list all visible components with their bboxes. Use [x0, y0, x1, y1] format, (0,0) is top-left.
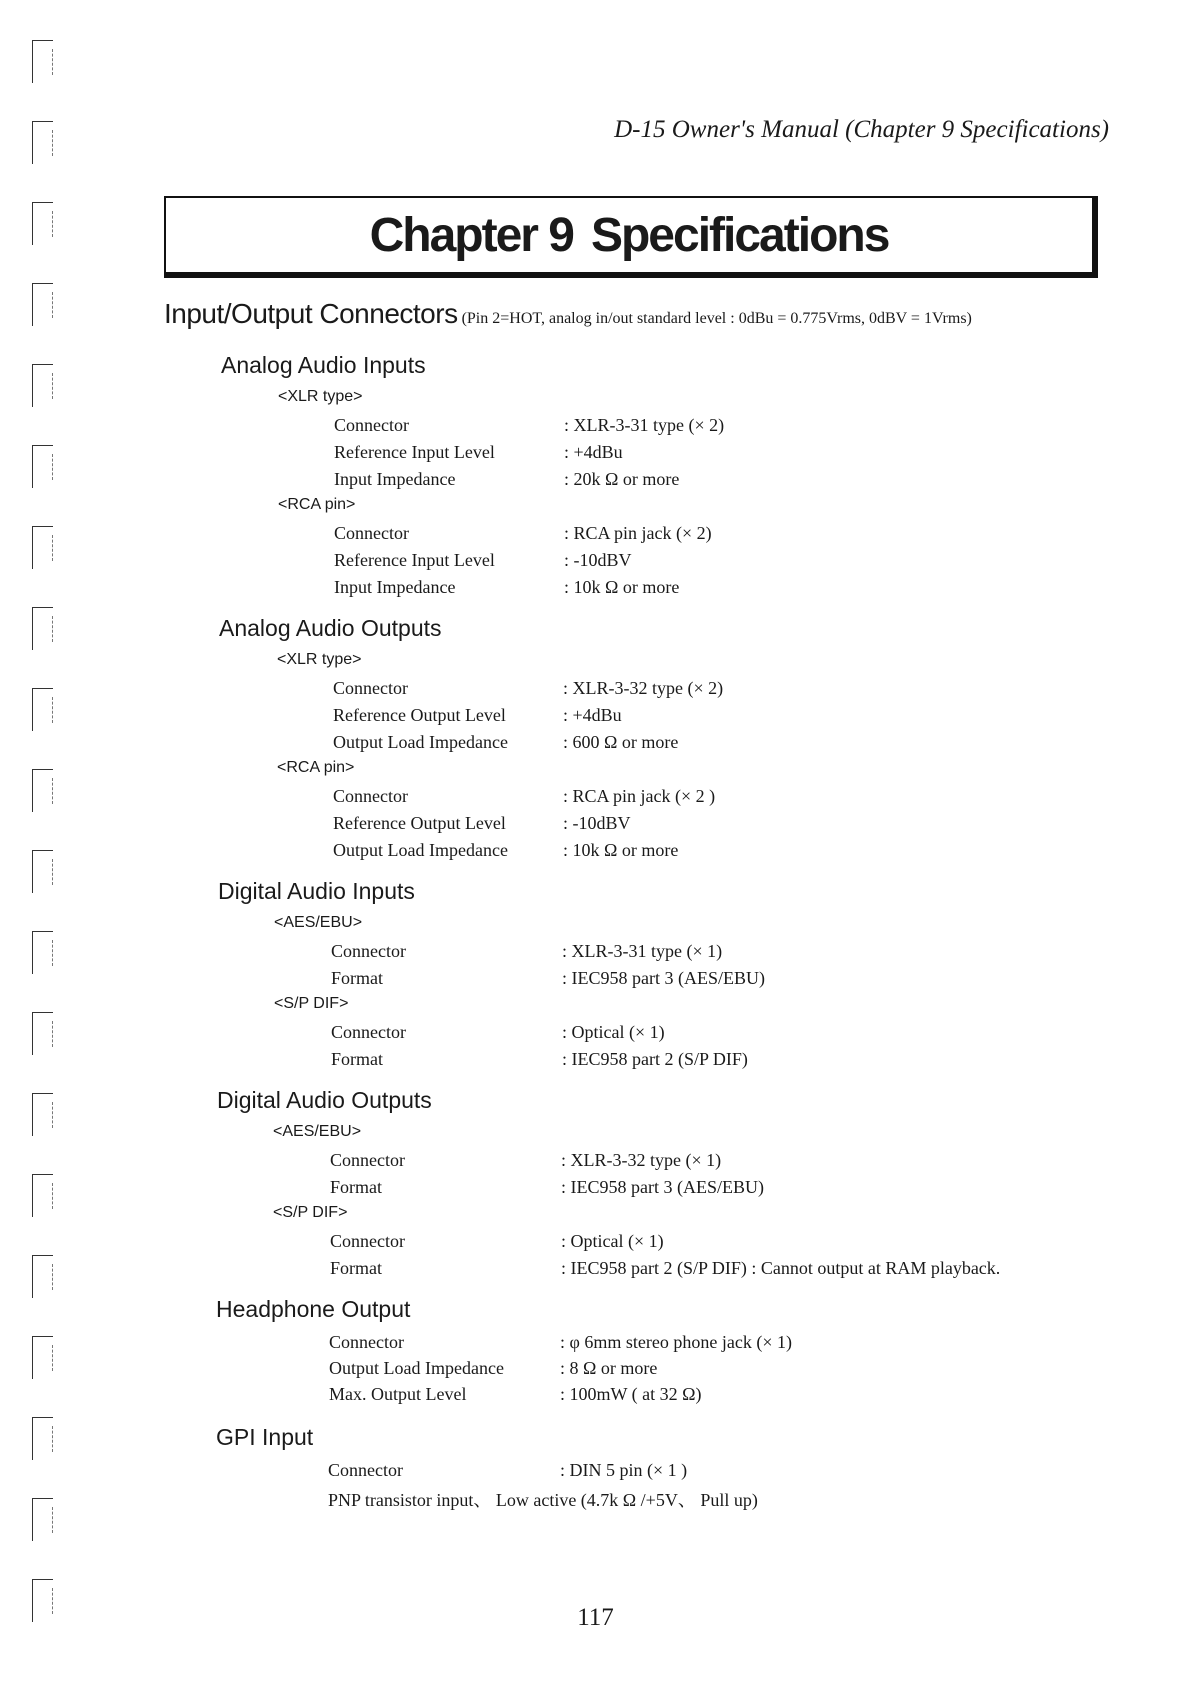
spec-value: : IEC958 part 2 (S/P DIF) — [562, 1049, 748, 1069]
binding-tab-mark — [32, 1498, 53, 1541]
spec-label: Connector — [333, 678, 408, 698]
binding-edge-marks — [28, 40, 68, 1660]
spec-value: : 10k Ω or more — [564, 577, 680, 597]
section-note: (Pin 2=HOT, analog in/out standard level : 0dBu = 0.775Vrms, 0dBV = 1Vrms) — [461, 310, 972, 327]
chapter-title — [370, 208, 889, 263]
binding-tab-mark — [32, 850, 53, 893]
spec-value: : -10dBV — [564, 550, 632, 570]
group-title: <S/P DIF> — [273, 1204, 348, 1221]
spec-label: Format — [330, 1177, 382, 1197]
spec-value: : IEC958 part 3 (AES/EBU) — [562, 968, 765, 988]
spec-value: : XLR-3-32 type (× 2) — [563, 678, 724, 698]
spec-label: Format — [331, 968, 383, 988]
spec-label: Connector — [334, 523, 409, 543]
binding-tab-mark — [32, 40, 53, 83]
binding-tab-mark — [32, 364, 53, 407]
spec-value: : Optical (× 1) — [561, 1231, 664, 1251]
running-header: D-15 Owner's Manual (Chapter 9 Specifications) — [614, 116, 1109, 143]
spec-value: : XLR-3-32 type (× 1) — [561, 1150, 722, 1170]
page-number: 117 — [577, 1604, 614, 1631]
spec-label: Connector — [330, 1231, 405, 1251]
spec-value: : +4dBu — [564, 442, 623, 462]
group-title: <XLR type> — [278, 388, 363, 405]
group-title: <AES/EBU> — [273, 1123, 362, 1140]
spec-value: : 600 Ω or more — [563, 732, 679, 752]
binding-tab-mark — [32, 445, 53, 488]
subsection-title: GPI Input — [216, 1424, 314, 1450]
spec-value: : IEC958 part 2 (S/P DIF) : Cannot output at RAM playback. — [561, 1258, 1001, 1278]
spec-label: Reference Output Level — [333, 813, 506, 833]
spec-label: Connector — [328, 1460, 403, 1480]
spec-value: : 100mW ( at 32 Ω) — [560, 1384, 702, 1404]
spec-value: : RCA pin jack (× 2) — [564, 523, 712, 543]
spec-value: : +4dBu — [563, 705, 622, 725]
spec-value: : -10dBV — [563, 813, 631, 833]
spec-label: Input Impedance — [334, 577, 456, 597]
chapter-name: Specifications — [590, 208, 889, 262]
spec-label: Connector — [331, 1022, 406, 1042]
binding-tab-mark — [32, 931, 53, 974]
binding-tab-mark — [32, 688, 53, 731]
spec-value: : 20k Ω or more — [564, 469, 680, 489]
subsection-title: Headphone Output — [216, 1296, 411, 1322]
group-title: <RCA pin> — [278, 496, 356, 513]
spec-value: : XLR-3-31 type (× 2) — [564, 415, 725, 435]
binding-tab-mark — [32, 769, 53, 812]
spec-label: Connector — [330, 1150, 405, 1170]
spec-label: Max. Output Level — [329, 1384, 467, 1404]
spec-value: : DIN 5 pin (× 1 ) — [560, 1460, 688, 1480]
spec-value: : IEC958 part 3 (AES/EBU) — [561, 1177, 764, 1197]
spec-label: Connector — [329, 1332, 404, 1352]
spec-label: Reference Input Level — [334, 442, 495, 462]
binding-tab-mark — [32, 1012, 53, 1055]
spec-label: Reference Output Level — [333, 705, 506, 725]
gpi-note: PNP transistor input、 Low active (4.7k Ω /+5V、 Pull up) — [328, 1490, 758, 1510]
spec-label: Output Load Impedance — [329, 1358, 504, 1378]
spec-value: : 10k Ω or more — [563, 840, 679, 860]
chapter-number: Chapter 9 — [369, 208, 573, 262]
group-title: <AES/EBU> — [274, 914, 363, 931]
subsection-title: Analog Audio Outputs — [219, 615, 442, 641]
spec-value: : XLR-3-31 type (× 1) — [562, 941, 723, 961]
group-title: <XLR type> — [277, 651, 362, 668]
binding-tab-mark — [32, 1336, 53, 1379]
subsection-title: Digital Audio Inputs — [218, 878, 415, 904]
spec-label: Connector — [331, 941, 406, 961]
spec-label: Reference Input Level — [334, 550, 495, 570]
binding-tab-mark — [32, 121, 53, 164]
spec-value: : Optical (× 1) — [562, 1022, 665, 1042]
group-title: <S/P DIF> — [274, 995, 349, 1012]
subsection-title: Digital Audio Outputs — [217, 1087, 432, 1113]
spec-label: Output Load Impedance — [333, 840, 508, 860]
spec-label: Connector — [334, 415, 409, 435]
binding-tab-mark — [32, 607, 53, 650]
group-title: <RCA pin> — [277, 759, 355, 776]
chapter-title-box — [164, 196, 1098, 278]
binding-tab-mark — [32, 1174, 53, 1217]
binding-tab-mark — [32, 1417, 53, 1460]
spec-value: : φ 6mm stereo phone jack (× 1) — [560, 1332, 792, 1352]
binding-tab-mark — [32, 1093, 53, 1136]
section-heading — [164, 298, 972, 330]
spec-label: Format — [330, 1258, 382, 1278]
binding-tab-mark — [32, 283, 53, 326]
spec-value: : RCA pin jack (× 2 ) — [563, 786, 716, 806]
subsection-title: Analog Audio Inputs — [221, 352, 426, 378]
binding-tab-mark — [32, 202, 53, 245]
spec-label: Output Load Impedance — [333, 732, 508, 752]
binding-tab-mark — [32, 526, 53, 569]
section-title: Input/Output Connectors — [164, 298, 458, 329]
spec-label: Connector — [333, 786, 408, 806]
spec-label: Format — [331, 1049, 383, 1069]
spec-value: : 8 Ω or more — [560, 1358, 658, 1378]
binding-tab-mark — [32, 1255, 53, 1298]
spec-label: Input Impedance — [334, 469, 456, 489]
